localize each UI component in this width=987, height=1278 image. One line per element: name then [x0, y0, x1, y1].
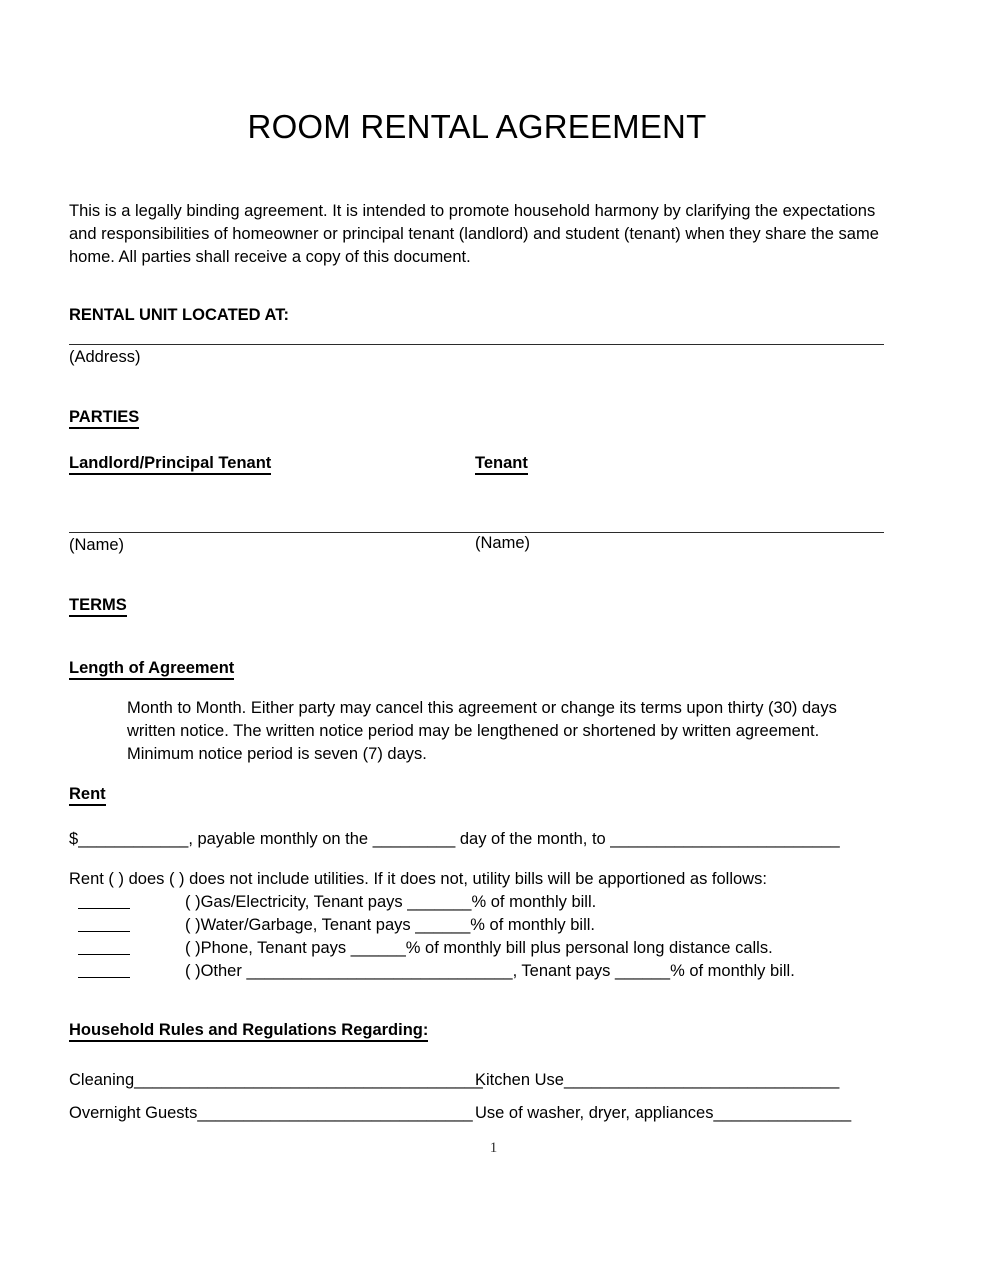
landlord-name-caption: (Name)	[69, 536, 125, 555]
address-caption: (Address)	[69, 348, 141, 367]
intro-paragraph: This is a legally binding agreement. It is intended to promote household harmony by clarifying the expectations and responsibilities of homeowner or principal tenant (landlord) and student (tenant) when they share the same home. All parties shall receive a copy of this document.	[69, 202, 879, 267]
rent-dollar-sign: $	[69, 830, 79, 849]
terms-heading: TERMS	[69, 595, 127, 617]
length-of-agreement-body: Month to Month. Either party may cancel this agreement or change its terms upon thirty (30) days written notice. The written notice period may be lengthened or shortened by written agreement. Minimum notice period is seven (7) days.	[127, 699, 837, 764]
utility-row	[69, 914, 885, 937]
rent-heading: Rent	[69, 784, 106, 806]
household-rule-row	[69, 1070, 885, 1103]
utility-percent-blank[interactable]: ______	[615, 962, 671, 981]
utility-checkbox[interactable]: ( )	[185, 916, 201, 935]
rent-heading-wrap	[69, 784, 885, 806]
parties-heading-wrap	[69, 407, 885, 429]
length-of-agreement-heading: Length of Agreement	[69, 658, 234, 680]
tenant-label: Tenant	[475, 453, 528, 475]
household-rule-right-label: Use of washer, dryer, appliances	[475, 1104, 714, 1123]
rental-unit-heading: RENTAL UNIT LOCATED AT:	[69, 306, 289, 325]
utility-suffix: % of monthly bill plus personal long distance calls.	[405, 939, 773, 958]
utility-suffix: % of monthly bill.	[470, 916, 595, 935]
rent-payee-blank[interactable]: _________________________	[610, 830, 840, 849]
utility-middle-text: , Tenant pays	[512, 962, 615, 981]
utility-checkbox[interactable]: ( )	[185, 962, 201, 981]
utility-label: Other	[200, 962, 247, 981]
utility-lines	[69, 891, 885, 983]
utility-share-blank[interactable]	[78, 908, 130, 909]
utility-label: Phone, Tenant pays	[200, 939, 351, 958]
utility-row	[69, 937, 885, 960]
length-heading-wrap	[69, 658, 885, 680]
utility-label: Gas/Electricity, Tenant pays	[200, 893, 408, 912]
household-rule-left-blank[interactable]: ______________________________	[197, 1104, 473, 1123]
rent-day-text: day of the month, to	[455, 830, 611, 849]
utility-suffix: % of monthly bill.	[670, 962, 795, 981]
utility-label: Water/Garbage, Tenant pays	[200, 916, 416, 935]
household-rule-right-blank[interactable]: ______________________________	[563, 1071, 840, 1090]
terms-heading-wrap	[69, 595, 885, 617]
utility-checkbox[interactable]: ( )	[185, 893, 201, 912]
names-caption-row	[69, 533, 885, 557]
household-rule-left-label: Cleaning	[69, 1071, 135, 1090]
household-rule-right-blank[interactable]: _______________	[713, 1104, 852, 1123]
page-title: ROOM RENTAL AGREEMENT	[247, 108, 707, 145]
rent-amount-line	[69, 828, 885, 851]
household-rule-left-label: Overnight Guests	[69, 1104, 198, 1123]
household-rules-rows	[69, 1070, 885, 1136]
household-rules-heading: Household Rules and Regulations Regarding:	[69, 1020, 428, 1042]
utility-percent-blank[interactable]: _______	[407, 893, 472, 912]
utility-suffix: % of monthly bill.	[471, 893, 597, 912]
landlord-label: Landlord/Principal Tenant	[69, 453, 271, 475]
utility-share-blank[interactable]	[78, 954, 130, 955]
utility-checkbox[interactable]: ( )	[185, 939, 201, 958]
household-rule-row	[69, 1103, 885, 1136]
utility-row	[69, 960, 885, 983]
utility-share-blank[interactable]	[78, 977, 130, 978]
utility-percent-blank[interactable]: ______	[415, 916, 471, 935]
household-rule-left-blank[interactable]: ______________________________________	[134, 1071, 483, 1090]
utility-share-blank[interactable]	[78, 931, 130, 932]
parties-heading: PARTIES	[69, 407, 139, 429]
page-number: 1	[489, 1140, 498, 1156]
parties-labels-row	[69, 453, 885, 473]
utilities-intro: Rent ( ) does ( ) does not include utilities. If it does not, utility bills will be apportioned as follows:	[69, 870, 767, 889]
rent-payable-text: , payable monthly on the	[188, 830, 373, 849]
utility-percent-blank[interactable]: ______	[350, 939, 406, 958]
rent-amount-blank[interactable]: ____________	[78, 830, 189, 849]
utility-other-blank[interactable]: _____________________________	[246, 962, 513, 981]
utility-row	[69, 891, 885, 914]
household-rules-heading-wrap	[69, 1020, 885, 1042]
tenant-name-caption: (Name)	[475, 534, 531, 553]
rent-day-blank[interactable]: _________	[372, 830, 456, 849]
household-rule-right-label: Kitchen Use	[475, 1071, 564, 1090]
document-body	[69, 0, 885, 1136]
